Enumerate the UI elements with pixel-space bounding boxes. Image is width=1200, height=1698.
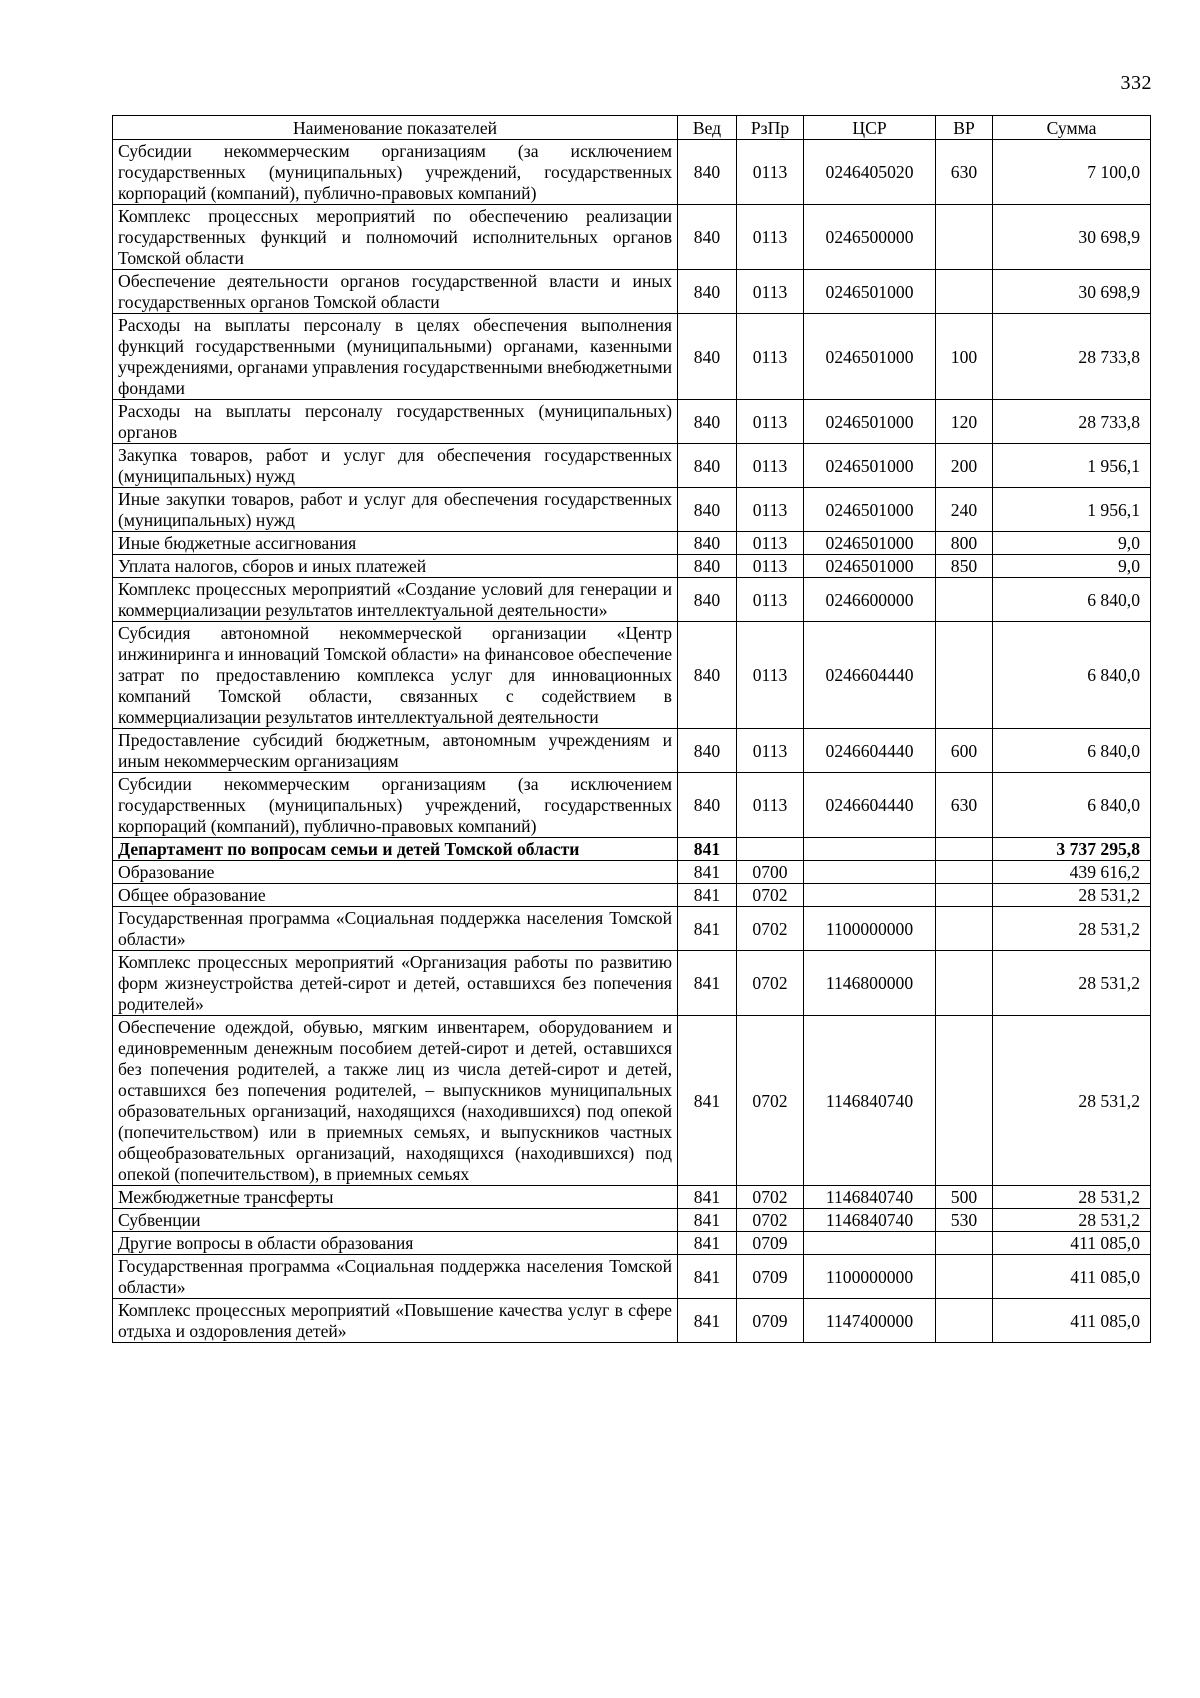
cell-csr: 0246501000 [804, 314, 936, 400]
cell-name: Расходы на выплаты персоналу государственных (муниципальных) органов [113, 400, 678, 444]
cell-name: Комплекс процессных мероприятий «Повышение качества услуг в сфере отдыха и оздоровления детей» [113, 1299, 678, 1343]
cell-vr: 800 [936, 532, 993, 555]
cell-name: Образование [113, 861, 678, 884]
cell-vr: 850 [936, 555, 993, 578]
cell-ved: 841 [678, 1255, 737, 1299]
cell-rzpr: 0113 [737, 622, 804, 729]
cell-name: Межбюджетные трансферты [113, 1186, 678, 1209]
cell-ved: 841 [678, 861, 737, 884]
cell-vr [936, 1255, 993, 1299]
cell-ved: 841 [678, 1186, 737, 1209]
cell-rzpr: 0709 [737, 1232, 804, 1255]
cell-name: Иные бюджетные ассигнования [113, 532, 678, 555]
cell-ved: 841 [678, 907, 737, 951]
cell-sum: 6 840,0 [993, 773, 1151, 838]
cell-rzpr: 0702 [737, 907, 804, 951]
cell-vr [936, 861, 993, 884]
header-vr: ВР [936, 116, 993, 140]
cell-name: Уплата налогов, сборов и иных платежей [113, 555, 678, 578]
header-csr: ЦСР [804, 116, 936, 140]
cell-name: Обеспечение деятельности органов государственной власти и иных государственных органов Томской области [113, 270, 678, 314]
table-row [113, 1209, 1151, 1232]
table-row [113, 884, 1151, 907]
cell-vr [936, 622, 993, 729]
cell-name: Предоставление субсидий бюджетным, автономным учреждениям и иным некоммерческим организациям [113, 729, 678, 773]
cell-rzpr: 0113 [737, 205, 804, 270]
cell-rzpr: 0702 [737, 1209, 804, 1232]
table-row [113, 314, 1151, 400]
cell-sum: 28 531,2 [993, 1016, 1151, 1186]
cell-vr [936, 1016, 993, 1186]
cell-vr: 240 [936, 488, 993, 532]
table-row [113, 140, 1151, 205]
cell-rzpr: 0702 [737, 951, 804, 1016]
cell-sum: 6 840,0 [993, 578, 1151, 622]
cell-sum: 1 956,1 [993, 444, 1151, 488]
table-row [113, 488, 1151, 532]
cell-name: Другие вопросы в области образования [113, 1232, 678, 1255]
cell-ved: 840 [678, 314, 737, 400]
cell-sum: 411 085,0 [993, 1255, 1151, 1299]
cell-sum: 28 531,2 [993, 1209, 1151, 1232]
header-name: Наименование показателей [113, 116, 678, 140]
cell-vr: 200 [936, 444, 993, 488]
cell-ved: 841 [678, 951, 737, 1016]
cell-name: Закупка товаров, работ и услуг для обеспечения государственных (муниципальных) нужд [113, 444, 678, 488]
cell-sum: 7 100,0 [993, 140, 1151, 205]
table-row [113, 861, 1151, 884]
header-sum: Сумма [993, 116, 1151, 140]
table-row [113, 444, 1151, 488]
cell-csr: 1146840740 [804, 1209, 936, 1232]
cell-vr: 500 [936, 1186, 993, 1209]
cell-rzpr: 0700 [737, 861, 804, 884]
table-row [113, 1186, 1151, 1209]
table-row [113, 951, 1151, 1016]
table-row [113, 205, 1151, 270]
cell-vr: 600 [936, 729, 993, 773]
cell-ved: 840 [678, 270, 737, 314]
cell-name: Департамент по вопросам семьи и детей Томской области [113, 838, 678, 861]
table-row [113, 532, 1151, 555]
cell-sum: 6 840,0 [993, 622, 1151, 729]
cell-csr: 1147400000 [804, 1299, 936, 1343]
cell-ved: 840 [678, 532, 737, 555]
cell-name: Субсидии некоммерческим организациям (за исключением государственных (муниципальных) учреждений, государственных корпораций (компаний), публично-правовых компаний) [113, 140, 678, 205]
table-row [113, 729, 1151, 773]
table-body [113, 140, 1151, 1343]
cell-name: Субсидия автономной некоммерческой организации «Центр инжиниринга и инноваций Томской области» на финансовое обеспечение затрат по предоставлению комплекса услуг для инновационных компаний Томской области, связанных с содействием в коммерциализации результатов интеллектуальной деятельности [113, 622, 678, 729]
cell-rzpr: 0113 [737, 270, 804, 314]
cell-name: Субсидии некоммерческим организациям (за исключением государственных (муниципальных) учреждений, государственных корпораций (компаний), публично-правовых компаний) [113, 773, 678, 838]
cell-rzpr: 0113 [737, 400, 804, 444]
cell-ved: 841 [678, 1209, 737, 1232]
cell-vr: 530 [936, 1209, 993, 1232]
table-row [113, 270, 1151, 314]
cell-name: Иные закупки товаров, работ и услуг для обеспечения государственных (муниципальных) нужд [113, 488, 678, 532]
cell-csr: 1100000000 [804, 907, 936, 951]
cell-vr [936, 578, 993, 622]
cell-rzpr: 0113 [737, 578, 804, 622]
cell-rzpr: 0709 [737, 1299, 804, 1343]
cell-csr [804, 1232, 936, 1255]
table-row [113, 907, 1151, 951]
cell-name: Государственная программа «Социальная поддержка населения Томской области» [113, 1255, 678, 1299]
cell-rzpr: 0113 [737, 488, 804, 532]
cell-ved: 840 [678, 400, 737, 444]
cell-sum: 9,0 [993, 532, 1151, 555]
cell-sum: 28 531,2 [993, 951, 1151, 1016]
cell-ved: 841 [678, 1016, 737, 1186]
cell-ved: 840 [678, 578, 737, 622]
cell-vr [936, 838, 993, 861]
cell-vr: 630 [936, 773, 993, 838]
cell-sum: 9,0 [993, 555, 1151, 578]
cell-csr: 0246501000 [804, 270, 936, 314]
cell-name: Субвенции [113, 1209, 678, 1232]
cell-csr: 0246501000 [804, 444, 936, 488]
header-rzpr: РзПр [737, 116, 804, 140]
cell-sum: 6 840,0 [993, 729, 1151, 773]
cell-rzpr: 0702 [737, 1186, 804, 1209]
cell-ved: 840 [678, 773, 737, 838]
cell-sum: 439 616,2 [993, 861, 1151, 884]
cell-rzpr [737, 838, 804, 861]
cell-rzpr: 0113 [737, 773, 804, 838]
cell-name: Общее образование [113, 884, 678, 907]
cell-sum: 28 531,2 [993, 907, 1151, 951]
table-header-row [113, 116, 1151, 140]
cell-ved: 841 [678, 1299, 737, 1343]
table-row [113, 838, 1151, 861]
cell-sum: 28 733,8 [993, 314, 1151, 400]
cell-sum: 30 698,9 [993, 270, 1151, 314]
cell-ved: 840 [678, 555, 737, 578]
table-row [113, 622, 1151, 729]
cell-vr [936, 1299, 993, 1343]
cell-csr: 0246405020 [804, 140, 936, 205]
cell-ved: 841 [678, 1232, 737, 1255]
cell-csr [804, 884, 936, 907]
cell-sum: 411 085,0 [993, 1232, 1151, 1255]
cell-ved: 840 [678, 622, 737, 729]
cell-ved: 841 [678, 838, 737, 861]
cell-rzpr: 0702 [737, 1016, 804, 1186]
table-row [113, 555, 1151, 578]
cell-csr: 0246600000 [804, 578, 936, 622]
cell-name: Комплекс процессных мероприятий «Создание условий для генерации и коммерциализации результатов интеллектуальной деятельности» [113, 578, 678, 622]
cell-name: Комплекс процессных мероприятий «Организация работы по развитию форм жизнеустройства детей-сирот и детей, оставшихся без попечения родителей» [113, 951, 678, 1016]
header-ved: Вед [678, 116, 737, 140]
table-row [113, 1232, 1151, 1255]
cell-name: Расходы на выплаты персоналу в целях обеспечения выполнения функций государственными (муниципальными) органами, казенными учреждениями, органами управления государственными внебюджетными фондами [113, 314, 678, 400]
cell-csr: 1146840740 [804, 1016, 936, 1186]
cell-csr [804, 861, 936, 884]
cell-vr: 100 [936, 314, 993, 400]
table-row [113, 1255, 1151, 1299]
cell-csr: 0246500000 [804, 205, 936, 270]
cell-vr [936, 205, 993, 270]
cell-csr: 0246501000 [804, 555, 936, 578]
cell-rzpr: 0113 [737, 314, 804, 400]
cell-name: Комплекс процессных мероприятий по обеспечению реализации государственных функций и полномочий исполнительных органов Томской области [113, 205, 678, 270]
cell-ved: 840 [678, 140, 737, 205]
cell-rzpr: 0113 [737, 532, 804, 555]
cell-csr: 0246604440 [804, 622, 936, 729]
cell-csr: 0246501000 [804, 488, 936, 532]
cell-rzpr: 0702 [737, 884, 804, 907]
cell-rzpr: 0113 [737, 729, 804, 773]
cell-csr: 0246604440 [804, 729, 936, 773]
cell-rzpr: 0113 [737, 444, 804, 488]
table-row [113, 578, 1151, 622]
cell-csr: 0246604440 [804, 773, 936, 838]
cell-ved: 840 [678, 444, 737, 488]
cell-sum: 28 531,2 [993, 1186, 1151, 1209]
cell-vr: 120 [936, 400, 993, 444]
cell-rzpr: 0113 [737, 140, 804, 205]
cell-vr [936, 1232, 993, 1255]
cell-sum: 411 085,0 [993, 1299, 1151, 1343]
cell-rzpr: 0709 [737, 1255, 804, 1299]
table-row [113, 1016, 1151, 1186]
cell-vr [936, 884, 993, 907]
cell-sum: 28 733,8 [993, 400, 1151, 444]
cell-rzpr: 0113 [737, 555, 804, 578]
cell-vr: 630 [936, 140, 993, 205]
cell-ved: 841 [678, 884, 737, 907]
cell-csr [804, 838, 936, 861]
cell-csr: 1146800000 [804, 951, 936, 1016]
cell-sum: 3 737 295,8 [993, 838, 1151, 861]
cell-name: Обеспечение одеждой, обувью, мягким инвентарем, оборудованием и единовременным денежным пособием детей-сирот и детей, оставшихся без попечения родителей, а также лиц из числа детей-сирот и детей, оставшихся без попечения родителей, – выпускников муниципальных образовательных организаций, находящихся (находившихся) под опекой (попечительством) или в приемных семьях, и выпускников частных общеобразовательных организаций, находящихся (находившихся) под опекой (попечительством), в приемных семьях [113, 1016, 678, 1186]
cell-csr: 0246501000 [804, 400, 936, 444]
page-number: 332 [1120, 72, 1152, 94]
cell-vr [936, 270, 993, 314]
table-row [113, 1299, 1151, 1343]
cell-vr [936, 951, 993, 1016]
budget-table [112, 115, 1151, 1343]
cell-sum: 30 698,9 [993, 205, 1151, 270]
table-row [113, 773, 1151, 838]
table-row [113, 400, 1151, 444]
cell-csr: 1100000000 [804, 1255, 936, 1299]
cell-csr: 1146840740 [804, 1186, 936, 1209]
cell-ved: 840 [678, 729, 737, 773]
cell-sum: 1 956,1 [993, 488, 1151, 532]
cell-name: Государственная программа «Социальная поддержка населения Томской области» [113, 907, 678, 951]
cell-vr [936, 907, 993, 951]
cell-csr: 0246501000 [804, 532, 936, 555]
cell-ved: 840 [678, 488, 737, 532]
cell-sum: 28 531,2 [993, 884, 1151, 907]
cell-ved: 840 [678, 205, 737, 270]
